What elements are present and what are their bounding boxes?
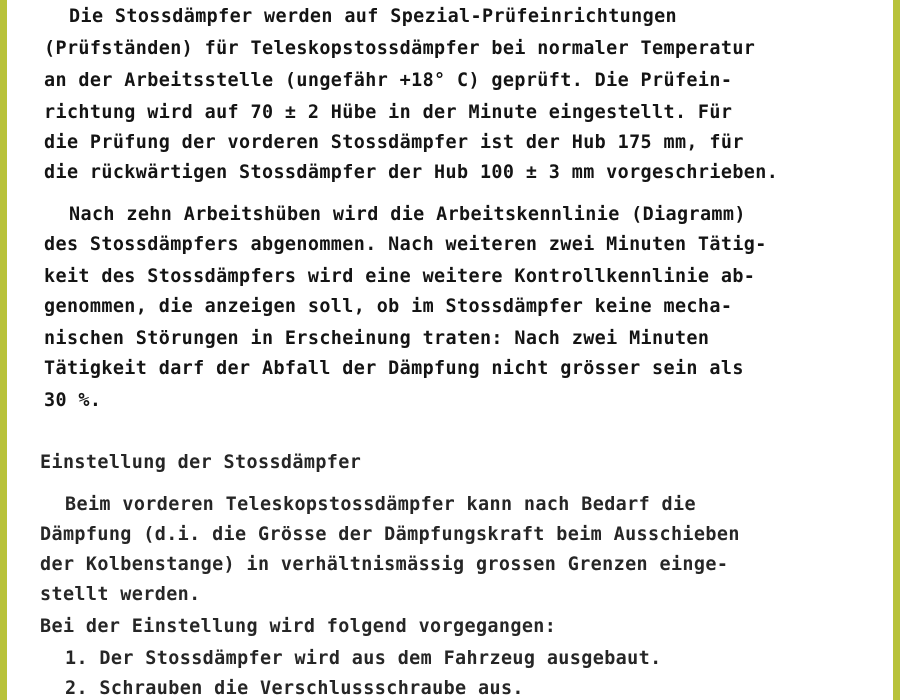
paragraph-3-line: stellt werden. [40,584,201,605]
document-page [7,0,893,700]
paragraph-3-line: der Kolbenstange) in verhältnismässig grossen Grenzen einge- [40,554,729,575]
paragraph-1-line: die rückwärtigen Stossdämpfer der Hub 100 ± 3 mm vorgeschrieben. [44,162,779,183]
paragraph-2-line: des Stossdämpfers abgenommen. Nach weiteren zwei Minuten Tätig- [44,234,767,255]
procedure-intro: Bei der Einstellung wird folgend vorgegangen: [40,616,557,637]
paragraph-2-line: nischen Störungen in Erscheinung traten: Nach zwei Minuten [44,328,710,349]
paragraph-2-line: keit des Stossdämpfers wird eine weitere Kontrollkennlinie ab- [44,266,756,287]
paragraph-1-line: Die Stossdämpfer werden auf Spezial-Prüfeinrichtungen [69,6,678,27]
paragraph-2-line: genommen, die anzeigen soll, ob im Stossdämpfer keine mecha- [44,296,733,317]
paragraph-2-line: Nach zehn Arbeitshüben wird die Arbeitskennlinie (Diagramm) [69,204,746,225]
paragraph-2-line: 30 %. [44,390,102,411]
section-heading: Einstellung der Stossdämpfer [40,452,362,473]
procedure-step: 2. Schrauben die Verschlussschraube aus. [65,678,524,699]
paragraph-1-line: die Prüfung der vorderen Stossdämpfer ist der Hub 175 mm, für [44,132,744,153]
procedure-step: 1. Der Stossdämpfer wird aus dem Fahrzeug ausgebaut. [65,648,662,669]
paragraph-3-line: Dämpfung (d.i. die Grösse der Dämpfungskraft beim Ausschieben [40,524,740,545]
paragraph-1-line: richtung wird auf 70 ± 2 Hübe in der Minute eingestellt. Für [44,102,733,123]
paragraph-1-line: an der Arbeitsstelle (ungefähr +18° C) geprüft. Die Prüfein- [44,70,733,91]
paragraph-3-line: Beim vorderen Teleskopstossdämpfer kann nach Bedarf die [65,494,696,515]
paragraph-2-line: Tätigkeit darf der Abfall der Dämpfung nicht grösser sein als [44,358,744,379]
paragraph-1-line: (Prüfständen) für Teleskopstossdämpfer bei normaler Temperatur [44,38,756,59]
